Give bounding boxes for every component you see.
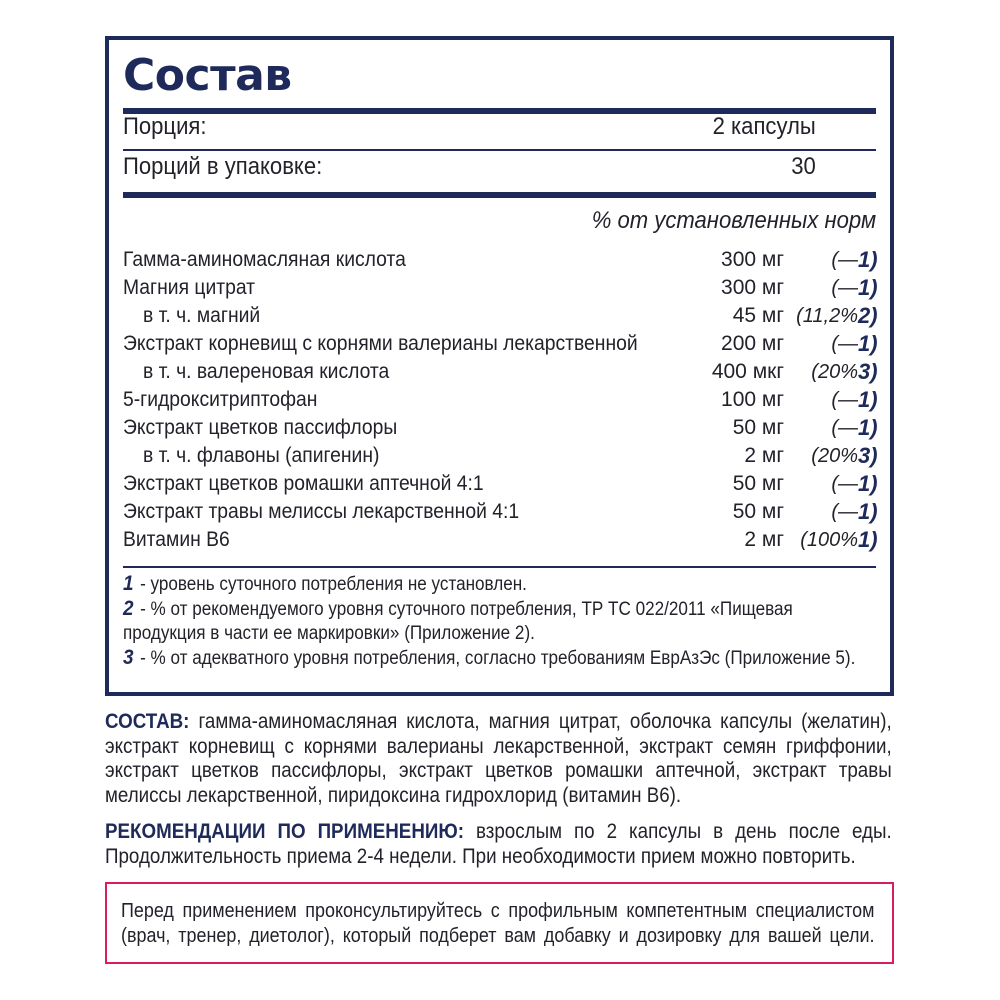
- nutrient-percent: (100%: [800, 529, 858, 551]
- nutrient-row: [123, 442, 876, 470]
- recommendations-heading: РЕКОМЕНДАЦИИ ПО ПРИМЕНЕНИЮ:: [105, 820, 464, 843]
- nutrient-footnote-ref: 3): [858, 359, 878, 384]
- nutrient-row: [123, 414, 876, 442]
- nutrient-row: [123, 470, 876, 498]
- nutrient-amount: 50 мг: [732, 472, 784, 495]
- composition-text: гамма-аминомасляная кислота, магния цитрат, оболочка капсулы (желатин), экстракт корневищ с корнями валерианы лекарственной, экстракт семян гриффонии, экстракт цветков пассифлоры, экстракт цветков ромашки аптечной, экстракт травы мелиссы лекарственной, пиридоксина гидрохлорид (витамин В6).: [105, 710, 892, 807]
- nutrient-footnote-ref: 1): [858, 331, 878, 356]
- nutrient-amount: 50 мг: [732, 416, 784, 439]
- nutrient-amount: 45 мг: [732, 304, 784, 327]
- nutrient-row: [123, 302, 876, 330]
- nutrient-name: в т. ч. магний: [143, 304, 261, 327]
- nutrient-amount: 50 мг: [732, 500, 784, 523]
- servings-per-container-value: 30: [791, 153, 816, 180]
- footnote: [123, 572, 875, 597]
- nutrient-footnote-ref: 1): [858, 275, 878, 300]
- nutrient-row: [123, 498, 876, 526]
- nutrient-name: в т. ч. валереновая кислота: [143, 360, 390, 383]
- nutrient-amount: 2 мг: [744, 444, 784, 467]
- nutrient-percent: (11,2%: [796, 305, 858, 327]
- nutrient-footnote-ref: 1): [858, 499, 878, 524]
- nutrient-name: 5-гидрокситриптофан: [123, 388, 318, 411]
- serving-size-label: Порция:: [123, 113, 207, 140]
- nutrient-amount: 300 мг: [721, 248, 784, 271]
- nutrient-footnote-ref: 1): [858, 387, 878, 412]
- nutrient-name: Экстракт цветков пассифлоры: [123, 416, 398, 439]
- serving-divider: [123, 149, 876, 151]
- servings-per-container-row: [123, 152, 816, 182]
- nutrient-footnote-ref: 1): [858, 247, 878, 272]
- recommendations-text: взрослым по 2 капсулы в день после еды. Продолжительность приема 2-4 недели. При необходимости прием можно повторить.: [105, 820, 892, 868]
- nutrient-name: в т. ч. флавоны (апигенин): [143, 444, 380, 467]
- servings-per-container-label: Порций в упаковке:: [123, 153, 323, 180]
- footnote-number: 2: [123, 597, 134, 620]
- footnotes: [123, 572, 876, 671]
- nutrient-footnote-ref: 1): [858, 415, 878, 440]
- footnote-text: - % от адекватного уровня потребления, согласно требованиям ЕврАзЭс (Приложение 5).: [135, 648, 856, 669]
- nutrient-footnote-ref: 2): [858, 303, 878, 328]
- nutrient-amount: 200 мг: [721, 332, 784, 355]
- nutrient-percent: (—: [831, 473, 858, 495]
- composition-heading: СОСТАВ:: [105, 710, 190, 733]
- nutrient-row: [123, 274, 876, 302]
- footnote-divider: [123, 566, 876, 568]
- panel-title: Состав: [123, 50, 292, 101]
- nutrient-table: [123, 246, 876, 554]
- footnote: [123, 646, 875, 671]
- percent-daily-header: % от установленных норм: [591, 207, 876, 234]
- nutrient-row: [123, 330, 876, 358]
- nutrient-name: Экстракт цветков ромашки аптечной 4:1: [123, 472, 484, 495]
- footnote-number: 3: [123, 646, 134, 669]
- nutrient-name: Магния цитрат: [123, 276, 256, 299]
- nutrient-percent: (—: [831, 333, 858, 355]
- composition-paragraph: [105, 710, 892, 808]
- nutrient-percent: (—: [831, 501, 858, 523]
- footnote-text: - % от рекомендуемого уровня суточного потребления, ТР ТС 022/2011 «Пищевая продукция в части ее маркировки» (Приложение 2).: [123, 599, 793, 644]
- nutrient-footnote-ref: 1): [858, 527, 878, 552]
- serving-size-value: 2 капсулы: [712, 113, 816, 140]
- nutrient-percent: (—: [831, 277, 858, 299]
- warning-box: [105, 882, 894, 964]
- nutrient-row: [123, 246, 876, 274]
- recommendations-paragraph: [105, 820, 892, 869]
- warning-text: Перед применением проконсультируйтесь с профильным компетентным специалистом (врач, тренер, диетолог), который подберет вам добавку и дозировку для вашей цели.: [121, 900, 875, 947]
- nutrient-footnote-ref: 1): [858, 471, 878, 496]
- footnote: [123, 597, 875, 646]
- nutrient-row: [123, 358, 876, 386]
- footnote-text: - уровень суточного потребления не установлен.: [135, 574, 527, 595]
- supplement-facts-panel: [105, 36, 894, 696]
- nutrient-row: [123, 386, 876, 414]
- nutrient-name: Витамин В6: [123, 528, 230, 551]
- nutrient-name: Гамма-аминомасляная кислота: [123, 248, 406, 271]
- nutrient-percent: (—: [831, 417, 858, 439]
- nutrient-amount: 100 мг: [721, 388, 784, 411]
- nutrient-amount: 300 мг: [721, 276, 784, 299]
- nutrient-percent: (20%: [811, 361, 858, 383]
- nutrient-percent: (—: [831, 389, 858, 411]
- nutrient-name: Экстракт корневищ с корнями валерианы лекарственной: [123, 332, 638, 355]
- nutrient-row: [123, 526, 876, 554]
- footnote-number: 1: [123, 572, 134, 595]
- header-divider: [123, 192, 876, 198]
- nutrient-percent: (20%: [811, 445, 858, 467]
- nutrient-percent: (—: [831, 249, 858, 271]
- nutrient-footnote-ref: 3): [858, 443, 878, 468]
- nutrient-name: Экстракт травы мелиссы лекарственной 4:1: [123, 500, 520, 523]
- nutrient-amount: 400 мкг: [711, 360, 784, 383]
- nutrient-amount: 2 мг: [744, 528, 784, 551]
- serving-size-row: [123, 112, 816, 142]
